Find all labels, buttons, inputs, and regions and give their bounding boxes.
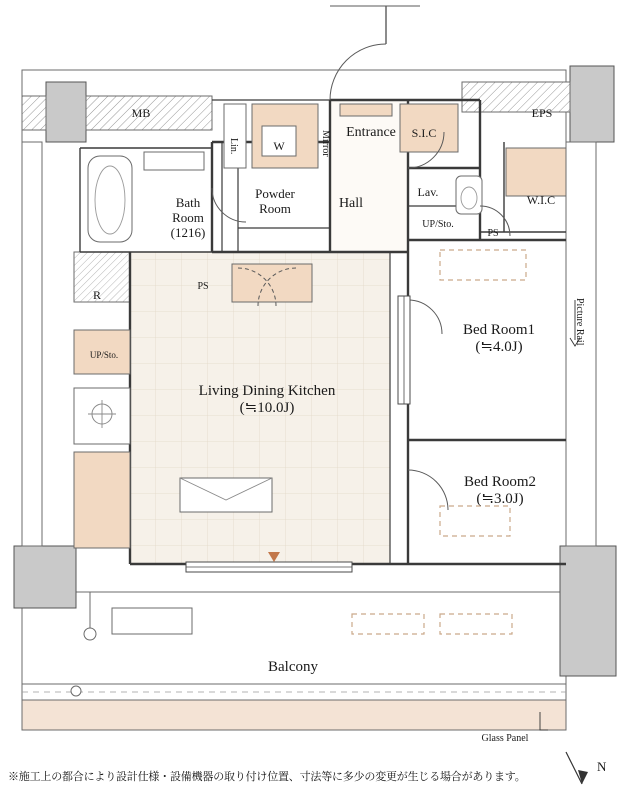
room-label-upsto1-name: UP/Sto. xyxy=(422,219,454,230)
room-label-bath-sub2: (1216) xyxy=(170,224,206,240)
room-label-ldk xyxy=(199,383,336,418)
compass-north-label: N xyxy=(597,759,607,774)
room-label-ps-left xyxy=(197,281,208,293)
room-label-ps-right xyxy=(487,228,498,240)
linen-closet xyxy=(224,104,246,168)
room-label-mb-name: MB xyxy=(131,106,151,120)
room-label-wic xyxy=(527,194,555,208)
room-label-bedroom2 xyxy=(464,474,536,509)
room-label-bedroom1 xyxy=(463,322,535,357)
room-label-picture-rail-name: Picture Rail xyxy=(573,298,585,346)
room-label-balcony xyxy=(268,659,318,676)
room-label-mirror xyxy=(319,130,331,157)
room-label-bedroom2-sub: (≒3.0J) xyxy=(476,491,524,508)
kitchen-block xyxy=(74,452,130,548)
room-label-wic-name: W.I.C xyxy=(526,193,556,207)
room-label-entrance-name: Entrance xyxy=(346,125,396,140)
room-label-mb xyxy=(132,107,151,121)
room-label-eps-name: EPS xyxy=(531,106,553,120)
room-label-sic-name: S.I.C xyxy=(411,126,437,140)
room-label-powder xyxy=(255,187,295,217)
room-label-refrigerator-name: R xyxy=(92,288,102,302)
room-label-glass-panel-name: Glass Panel xyxy=(481,733,529,744)
room-label-ps-left-name: PS xyxy=(197,281,209,292)
room-label-sic xyxy=(412,127,437,141)
room-label-balcony-name: Balcony xyxy=(268,659,318,675)
room-label-powder-sub: Room xyxy=(259,200,291,216)
room-label-hall xyxy=(339,196,363,212)
room-label-upsto2-name: UP/Sto. xyxy=(89,350,119,360)
room-label-entrance xyxy=(346,125,396,141)
room-label-bath-name: Bath xyxy=(175,195,201,210)
room-label-ldk-name: Living Dining Kitchen xyxy=(198,383,336,399)
room-label-washer xyxy=(273,140,284,154)
room-label-refrigerator xyxy=(93,289,101,303)
room-label-glass-panel xyxy=(482,733,529,745)
room-label-bath-sub: Room xyxy=(172,209,204,225)
room-label-lav xyxy=(418,186,439,200)
room-label-ps-right-name: PS xyxy=(487,228,499,239)
room-label-eps xyxy=(532,107,553,121)
room-label-bath xyxy=(171,196,206,241)
room-label-upsto1 xyxy=(422,219,453,231)
wic-closet xyxy=(506,148,566,196)
room-label-lin-name: Lin. xyxy=(227,138,239,155)
room-label-powder-name: Powder xyxy=(255,186,295,201)
room-label-bedroom2-name: Bed Room2 xyxy=(463,474,537,490)
room-label-hall-name: Hall xyxy=(338,196,364,211)
room-label-bedroom1-sub: (≒4.0J) xyxy=(475,339,523,356)
footnote-text: ※施工上の都合により設計仕様・設備機器の取り付け位置、寸法等に多少の変更が生じる場合があります。 xyxy=(8,771,526,783)
room-label-mirror-name: Mirror xyxy=(319,130,331,157)
room-label-upsto2 xyxy=(90,350,118,360)
room-label-bedroom1-name: Bed Room1 xyxy=(462,322,536,338)
room-label-lav-name: Lav. xyxy=(417,185,439,199)
room-label-washer-name: W xyxy=(273,139,285,153)
room-label-ldk-sub: (≒10.0J) xyxy=(239,400,295,417)
room-label-picture-rail xyxy=(573,298,585,346)
room-label-lin xyxy=(227,138,239,154)
storage-block xyxy=(232,264,312,302)
